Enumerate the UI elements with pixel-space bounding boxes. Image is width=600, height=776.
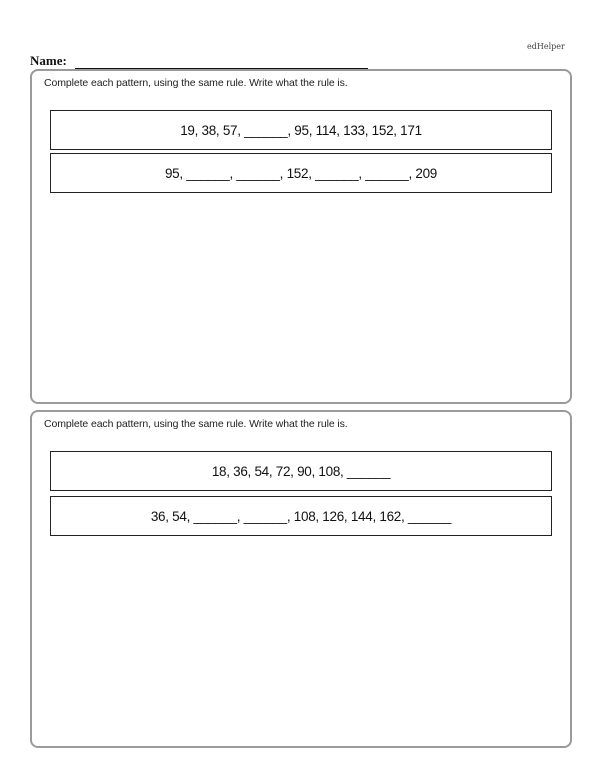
pattern-box [50, 496, 552, 536]
brand-label: edHelper [527, 42, 565, 51]
name-field [30, 53, 368, 69]
pattern-box [50, 110, 552, 150]
pattern-section-2 [30, 410, 572, 748]
pattern-text: 19, 38, 57, ______, 95, 114, 133, 152, 171 [180, 122, 422, 138]
pattern-section-1 [30, 69, 572, 404]
pattern-box [50, 153, 552, 193]
name-label: Name: [30, 53, 67, 68]
pattern-box [50, 451, 552, 491]
pattern-text: 95, ______, ______, 152, ______, ______, 209 [164, 165, 438, 181]
name-line[interactable] [75, 56, 368, 69]
pattern-text: 18, 36, 54, 72, 90, 108, ______ [211, 463, 391, 479]
pattern-text: 36, 54, ______, ______, 108, 126, 144, 162, ______ [150, 508, 452, 524]
instruction-text: Complete each pattern, using the same rule. Write what the rule is. [44, 77, 348, 89]
instruction-text: Complete each pattern, using the same rule. Write what the rule is. [44, 418, 348, 430]
